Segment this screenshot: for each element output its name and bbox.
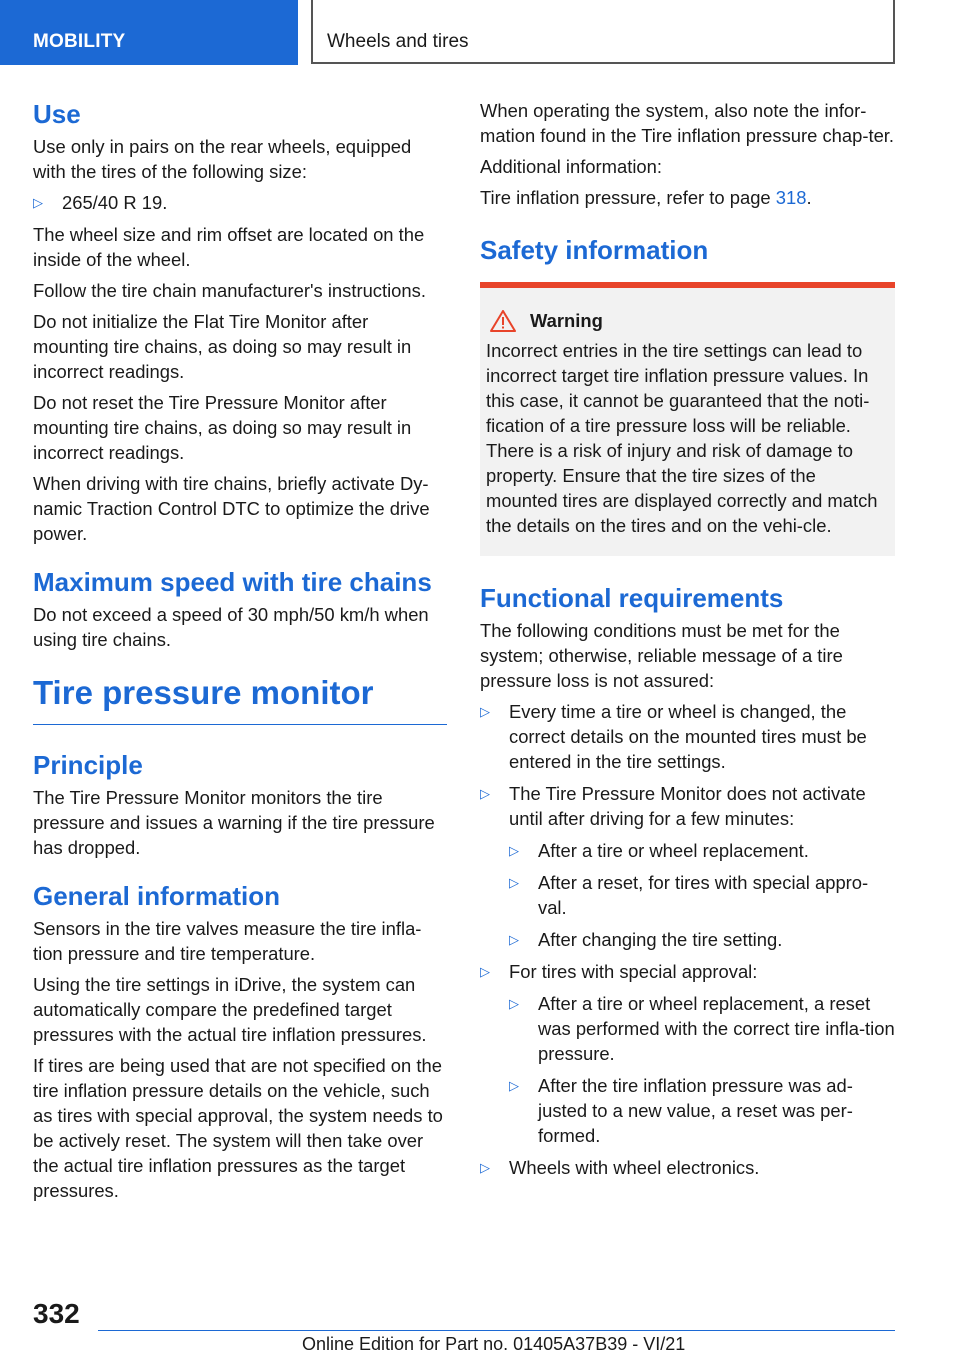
page-number: 332 — [33, 1298, 80, 1329]
triangle-bullet-icon: ▷ — [509, 1078, 519, 1093]
list-item: ▷ For tires with special approval: ▷ After a tire or wheel replacement, a reset was performed with the correct tire infla‐tion pressure. ▷ After the tire inflation pressure was ad‐justed to a new value, a reset was per‐formed. — [480, 961, 895, 1146]
special-approval-sub-list — [509, 991, 895, 1148]
triangle-bullet-icon: ▷ — [509, 843, 519, 858]
heading-principle: Principle — [33, 750, 143, 780]
intro-paragraph: Tire inflation pressure, refer to page 318. — [480, 187, 812, 208]
warning-text: Incorrect entries in the tire settings can lead to incorrect target tire inflation pressure values. In this case, it cannot be guaranteed that the noti‐fication of a tire pressure loss will be reliable. There is a risk of injury and risk of damage to property. Ensure that the tire sizes of the mounted tires are displayed correctly and match the details on the tires and on the vehi‐cle. — [486, 340, 878, 536]
general-paragraph: Sensors in the tire valves measure the tire infla‐tion pressure and tire temperature. — [33, 918, 422, 964]
footer-edition: Online Edition for Part no. 01405A37B39 - VI/21 — [302, 1334, 686, 1354]
list-item: ▷ After a tire or wheel replacement. — [509, 840, 809, 861]
intro-paragraph: When operating the system, also note the infor‐mation found in the Tire inflation pressure chap‐ter. — [480, 100, 895, 146]
triangle-bullet-icon: ▷ — [480, 964, 490, 979]
heading-use: Use — [33, 99, 81, 129]
warning-label: Warning — [530, 310, 603, 331]
principle-paragraph: The Tire Pressure Monitor monitors the tire pressure and issues a warning if the tire pressure has dropped. — [33, 787, 435, 858]
footer-divider — [98, 1330, 895, 1331]
heading-tire-pressure-monitor: Tire pressure monitor — [33, 672, 447, 725]
triangle-bullet-icon: ▷ — [33, 195, 43, 210]
page-link-318[interactable]: 318 — [775, 187, 807, 208]
use-paragraph: The wheel size and rim offset are located on the inside of the wheel. — [33, 224, 425, 270]
section-use — [33, 98, 447, 546]
heading-max-speed: Maximum speed with tire chains — [33, 567, 432, 597]
use-paragraph: Do not initialize the Flat Tire Monitor after mounting tire chains, as doing so may result in incorrect readings. — [33, 311, 412, 382]
activate-sub-list — [509, 838, 895, 952]
header-section-tab: MOBILITY — [0, 0, 298, 65]
heading-functional-requirements: Functional requirements — [480, 583, 784, 613]
section-principle — [33, 749, 447, 860]
triangle-bullet-icon: ▷ — [480, 786, 490, 801]
warning-triangle-icon — [490, 310, 516, 332]
section-max-speed — [33, 566, 447, 652]
use-paragraph: Do not reset the Tire Pressure Monitor after mounting tire chains, as doing so may result in incorrect readings. — [33, 392, 412, 463]
use-size-list — [33, 190, 447, 215]
triangle-bullet-icon: ▷ — [509, 875, 519, 890]
section-functional-requirements — [480, 582, 895, 1180]
list-item: ▷ After changing the tire setting. — [509, 929, 783, 950]
section-safety-information — [480, 234, 895, 556]
intro-paragraph: Additional information: — [480, 156, 662, 177]
header-chapter-title: Wheels and tires — [311, 0, 895, 64]
use-paragraph: When driving with tire chains, briefly activate Dy‐namic Traction Control DTC to optimize the drive power. — [33, 473, 430, 544]
heading-general-information: General information — [33, 881, 281, 911]
triangle-bullet-icon: ▷ — [509, 932, 519, 947]
right-column — [480, 98, 895, 1187]
triangle-bullet-icon: ▷ — [480, 1160, 490, 1175]
functional-intro: The following conditions must be met for the system; otherwise, reliable message of a tire pressure loss is not assured: — [480, 620, 843, 691]
functional-requirements-list — [480, 699, 895, 1180]
list-item: ▷ The Tire Pressure Monitor does not activate until after driving for a few minutes: ▷ After a tire or wheel replacement. ▷ After a reset, for tires with special appro‐val. ▷ After changing the tire setting. — [480, 781, 895, 952]
general-paragraph: If tires are being used that are not specified on the tire inflation pressure details on the vehicle, such as tires with special approval, the system needs to be actively reset. The system will then take over the actual tire inflation pressures as the target pressures. — [33, 1055, 443, 1201]
max-speed-paragraph: Do not exceed a speed of 30 mph/50 km/h when using tire chains. — [33, 604, 429, 650]
list-item: ▷ After a reset, for tires with special appro‐val. — [509, 872, 869, 918]
use-paragraph: Use only in pairs on the rear wheels, equipped with the tires of the following size: — [33, 136, 412, 182]
list-item: ▷ After the tire inflation pressure was ad‐justed to a new value, a reset was per‐formed. — [509, 1075, 853, 1146]
use-paragraph: Follow the tire chain manufacturer's instructions. — [33, 280, 426, 301]
list-item: ▷ Every time a tire or wheel is changed, the correct details on the mounted tires must be entered in the tire settings. — [480, 701, 867, 772]
list-item: ▷ After a tire or wheel replacement, a reset was performed with the correct tire infla‐tion pressure. — [509, 993, 895, 1064]
section-general-information — [33, 880, 447, 1203]
list-item: ▷ 265/40 R 19. — [33, 192, 168, 213]
warning-box — [480, 288, 895, 556]
triangle-bullet-icon: ▷ — [509, 996, 519, 1011]
list-item: ▷ Wheels with wheel electronics. — [480, 1157, 760, 1178]
heading-safety-information: Safety information — [480, 235, 709, 265]
left-column — [33, 98, 447, 1209]
general-paragraph: Using the tire settings in iDrive, the system can automatically compare the predefined target pressures with the actual tire inflation pressures. — [33, 974, 427, 1045]
triangle-bullet-icon: ▷ — [480, 704, 490, 719]
warning-header — [486, 310, 887, 332]
